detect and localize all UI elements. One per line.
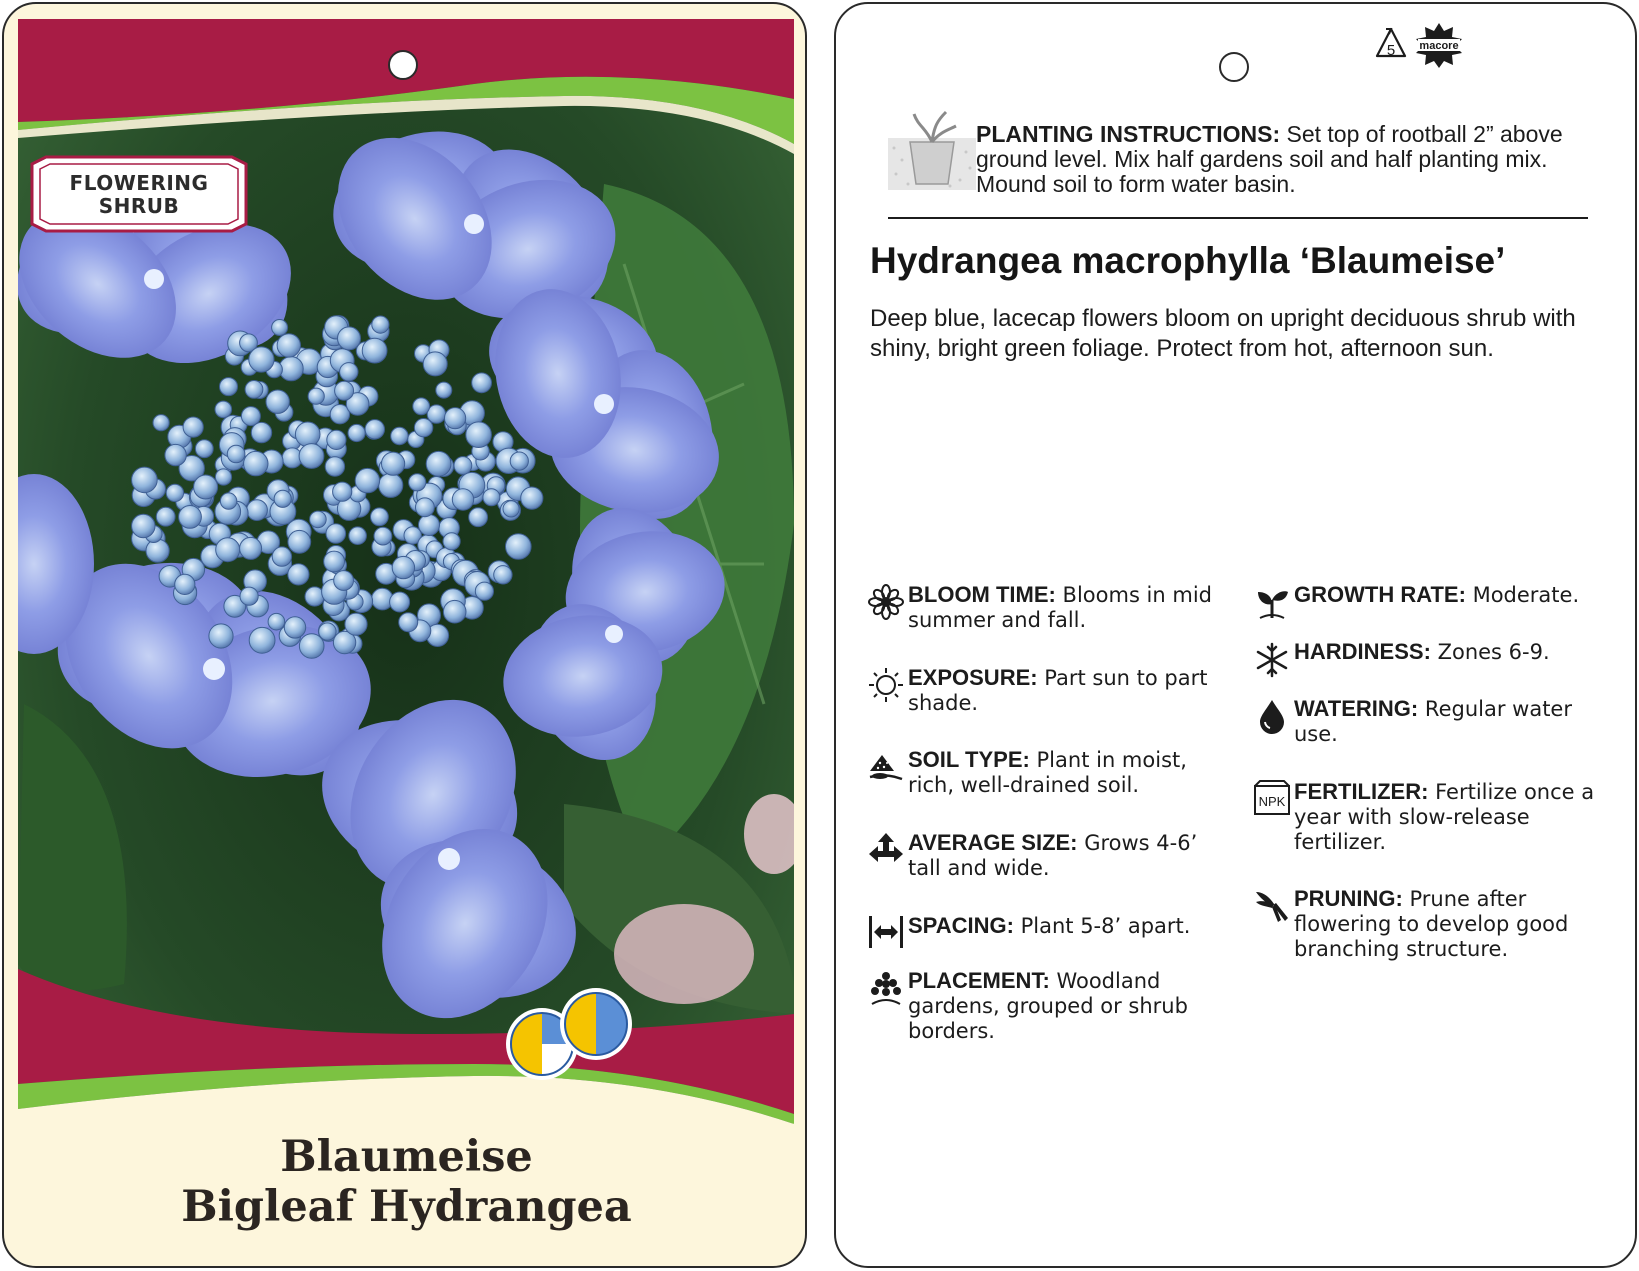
- flower-bud: [391, 427, 408, 444]
- macore-text: macore: [1419, 40, 1459, 52]
- divider: [888, 217, 1588, 219]
- soil-icon: [868, 749, 904, 785]
- plant-description: [870, 304, 1610, 364]
- attribute-text: Grows 4-6’: [1077, 831, 1198, 855]
- flower-bud: [295, 422, 320, 447]
- common-name-line-2: Bigleaf Hydrangea: [181, 1182, 632, 1232]
- watering-attribute: [1294, 696, 1614, 747]
- flower-bud: [245, 381, 263, 399]
- attribute-text: shade.: [908, 691, 979, 715]
- flower-bud: [244, 451, 268, 475]
- flowering-shrub-badge: [32, 157, 246, 231]
- flower-bud: [268, 613, 285, 630]
- flower-bud: [227, 445, 245, 463]
- flower-bud: [506, 534, 532, 560]
- attribute-text: Plant 5-8’ apart.: [1013, 914, 1191, 938]
- bloom-time-attribute: [908, 582, 1238, 633]
- flower-bud: [215, 469, 231, 485]
- flower-bud: [251, 422, 271, 442]
- front-plant-tag: [2, 2, 807, 1268]
- common-name-line-1: Blaumeise: [280, 1132, 533, 1182]
- sprout-icon: [1254, 584, 1290, 620]
- flower-bud: [277, 334, 300, 357]
- flower-bud: [325, 457, 344, 476]
- flower-bud: [340, 363, 358, 381]
- attribute-text: year with slow-release: [1294, 805, 1530, 829]
- flower-bud: [338, 327, 361, 350]
- flower-bud: [409, 474, 426, 491]
- flower-bud: [419, 515, 440, 536]
- flower-bud: [374, 527, 392, 545]
- attribute-text: flowering to develop good: [1294, 912, 1569, 936]
- water-drop-icon: [1254, 698, 1290, 734]
- flower-bud: [195, 440, 213, 458]
- attribute-text: Part sun to part: [1037, 666, 1208, 690]
- recycle-icon: [1372, 26, 1410, 64]
- flower-bud: [327, 430, 346, 449]
- attribute-text: use.: [1294, 722, 1338, 746]
- attribute-label: BLOOM TIME:: [908, 582, 1056, 607]
- flower-bud: [445, 408, 466, 429]
- attribute-text: Blooms in mid: [1055, 583, 1213, 607]
- attribute-text: rich, well-drained soil.: [908, 773, 1140, 797]
- flower-bud: [299, 444, 324, 469]
- attribute-text: tall and wide.: [908, 856, 1050, 880]
- botanical-name: Hydrangea macrophylla ‘Blaumeise’: [870, 240, 1506, 281]
- sun-icon: [868, 667, 904, 703]
- flower-bud: [194, 475, 218, 499]
- attribute-label: SOIL TYPE:: [908, 747, 1030, 772]
- flower-bud: [288, 564, 309, 585]
- flower-bud: [371, 508, 389, 526]
- npk-icon: [1254, 780, 1290, 816]
- flower-bud: [413, 398, 430, 415]
- flower-bud: [414, 419, 432, 437]
- flower-bud: [365, 420, 384, 439]
- attribute-text: Zones 6-9.: [1430, 640, 1550, 664]
- flower-bud: [166, 484, 183, 501]
- attribute-label: HARDINESS:: [1294, 639, 1431, 664]
- flower-bud: [132, 467, 158, 493]
- flower-bud: [156, 507, 175, 526]
- planting-line-1: Set top of rootball 2” above: [1280, 121, 1563, 147]
- flower-bud: [483, 489, 500, 506]
- spacing-icon: [868, 914, 904, 950]
- description-line-2: shiny, bright green foliage. Protect from hot, afternoon sun.: [870, 335, 1494, 362]
- pruners-icon: [1254, 888, 1290, 924]
- flower-bud: [284, 617, 305, 638]
- attribute-text: summer and fall.: [908, 608, 1087, 632]
- flower-bud: [240, 537, 262, 559]
- flower-bud: [334, 571, 354, 591]
- flower-bud: [392, 556, 414, 578]
- flower-bud: [335, 381, 354, 400]
- hardiness-attribute: [1294, 639, 1614, 665]
- attribute-label: PRUNING:: [1294, 886, 1403, 911]
- flower-bud: [469, 508, 488, 527]
- flower-bud: [240, 587, 258, 605]
- flower-bud: [423, 352, 447, 376]
- flower-bud: [326, 524, 346, 544]
- planting-line-3: Mound soil to form water basin.: [976, 171, 1296, 197]
- flower-bud: [466, 422, 492, 448]
- attribute-label: PLACEMENT:: [908, 968, 1050, 993]
- growth-rate-attribute: [1294, 582, 1614, 608]
- attribute-text: borders.: [908, 1019, 995, 1043]
- spacing-attribute: [908, 913, 1238, 939]
- flower-bud: [132, 514, 155, 537]
- flower-bud: [310, 511, 327, 528]
- flower-bud: [288, 530, 311, 553]
- flower-bud: [179, 506, 202, 529]
- planting-line-2: ground level. Mix half gardens soil and half planting mix.: [976, 146, 1548, 172]
- flower-bud: [308, 388, 324, 404]
- description-line-1: Deep blue, lacecap flowers bloom on upright deciduous shrub with: [870, 305, 1576, 332]
- flower-bud: [247, 500, 268, 521]
- flower-bud: [362, 338, 387, 363]
- flower-bud: [274, 490, 291, 507]
- flower-bud: [494, 566, 512, 584]
- soil-type-attribute: [908, 747, 1238, 798]
- flower-bud: [249, 347, 274, 372]
- attribute-label: WATERING:: [1294, 696, 1419, 721]
- flower-bud: [345, 613, 367, 635]
- flower-bud: [272, 320, 288, 336]
- flower-bud: [349, 527, 367, 545]
- flower-bud: [399, 613, 418, 632]
- placement-icon: [868, 970, 904, 1006]
- flower-bud: [390, 592, 410, 612]
- attribute-text: Woodland: [1049, 969, 1161, 993]
- badge-line-2: SHRUB: [98, 194, 180, 218]
- flower-bud: [355, 468, 379, 492]
- attribute-text: Plant in moist,: [1029, 748, 1187, 772]
- flower-bud: [220, 378, 238, 396]
- flower-bud: [209, 624, 233, 648]
- flower-bud: [175, 574, 195, 594]
- flower-bud: [382, 452, 405, 475]
- attribute-label: SPACING:: [908, 913, 1014, 938]
- average-size-attribute: [908, 830, 1238, 881]
- size-icon: [868, 832, 904, 868]
- planting-instructions: [976, 122, 1576, 197]
- flower-bud: [153, 415, 169, 431]
- flower-bud: [333, 482, 352, 501]
- attribute-text: branching structure.: [1294, 937, 1509, 961]
- flower-bud: [452, 489, 473, 510]
- recycle-code: 5: [1386, 42, 1396, 59]
- attribute-text: Moderate.: [1465, 583, 1580, 607]
- fertilizer-attribute: [1294, 779, 1614, 855]
- back-plant-tag: [834, 2, 1637, 1268]
- attribute-label: FERTILIZER:: [1294, 779, 1429, 804]
- badge-line-1: FLOWERING: [69, 171, 209, 195]
- attribute-text: Fertilize once a: [1428, 780, 1595, 804]
- planting-pot-icon: [888, 108, 976, 196]
- flower-bud: [372, 316, 389, 333]
- macore-logo-icon: [1414, 22, 1464, 68]
- exposure-attribute: [908, 665, 1238, 716]
- snowflake-icon: [1254, 642, 1290, 678]
- flower-bud: [220, 493, 236, 509]
- flower-bud: [272, 547, 291, 566]
- attribute-text: Regular water: [1418, 697, 1572, 721]
- flower-bud: [416, 498, 435, 517]
- hanging-hole: [1219, 52, 1249, 82]
- flower-bud: [475, 582, 493, 600]
- npk-text: NPK: [1258, 794, 1286, 809]
- flower-bud: [183, 417, 203, 437]
- flower-bud: [443, 533, 460, 550]
- flower-bud: [503, 501, 519, 517]
- attribute-text: gardens, grouped or shrub: [908, 994, 1188, 1018]
- hanging-hole: [388, 50, 418, 80]
- attribute-text: fertilizer.: [1294, 830, 1387, 854]
- flower-bud: [216, 538, 240, 562]
- flower-bud: [521, 487, 543, 509]
- flower-bud: [215, 401, 232, 418]
- flower-bud: [379, 473, 403, 497]
- flower-bud: [165, 444, 186, 465]
- flower-icon: [868, 584, 904, 620]
- attribute-label: EXPOSURE:: [908, 665, 1038, 690]
- flower-bud: [472, 373, 492, 393]
- flower-bud: [510, 452, 528, 470]
- attribute-label: GROWTH RATE:: [1294, 582, 1466, 607]
- flower-bud: [146, 539, 169, 562]
- flower-bud: [324, 551, 345, 572]
- flower-bud: [436, 382, 452, 398]
- flower-bud: [348, 424, 365, 441]
- flower-bud: [249, 627, 275, 653]
- attribute-label: AVERAGE SIZE:: [908, 830, 1078, 855]
- flower-bud: [319, 623, 336, 640]
- flower-bud: [426, 451, 451, 476]
- planting-label: PLANTING INSTRUCTIONS:: [976, 121, 1281, 147]
- part-shade-icon: [560, 988, 632, 1060]
- flower-bud: [266, 390, 289, 413]
- pruning-attribute: [1294, 886, 1614, 962]
- attribute-text: Prune after: [1402, 887, 1527, 911]
- flower-bud: [443, 600, 466, 623]
- flower-bud: [454, 457, 472, 475]
- placement-attribute: [908, 968, 1238, 1044]
